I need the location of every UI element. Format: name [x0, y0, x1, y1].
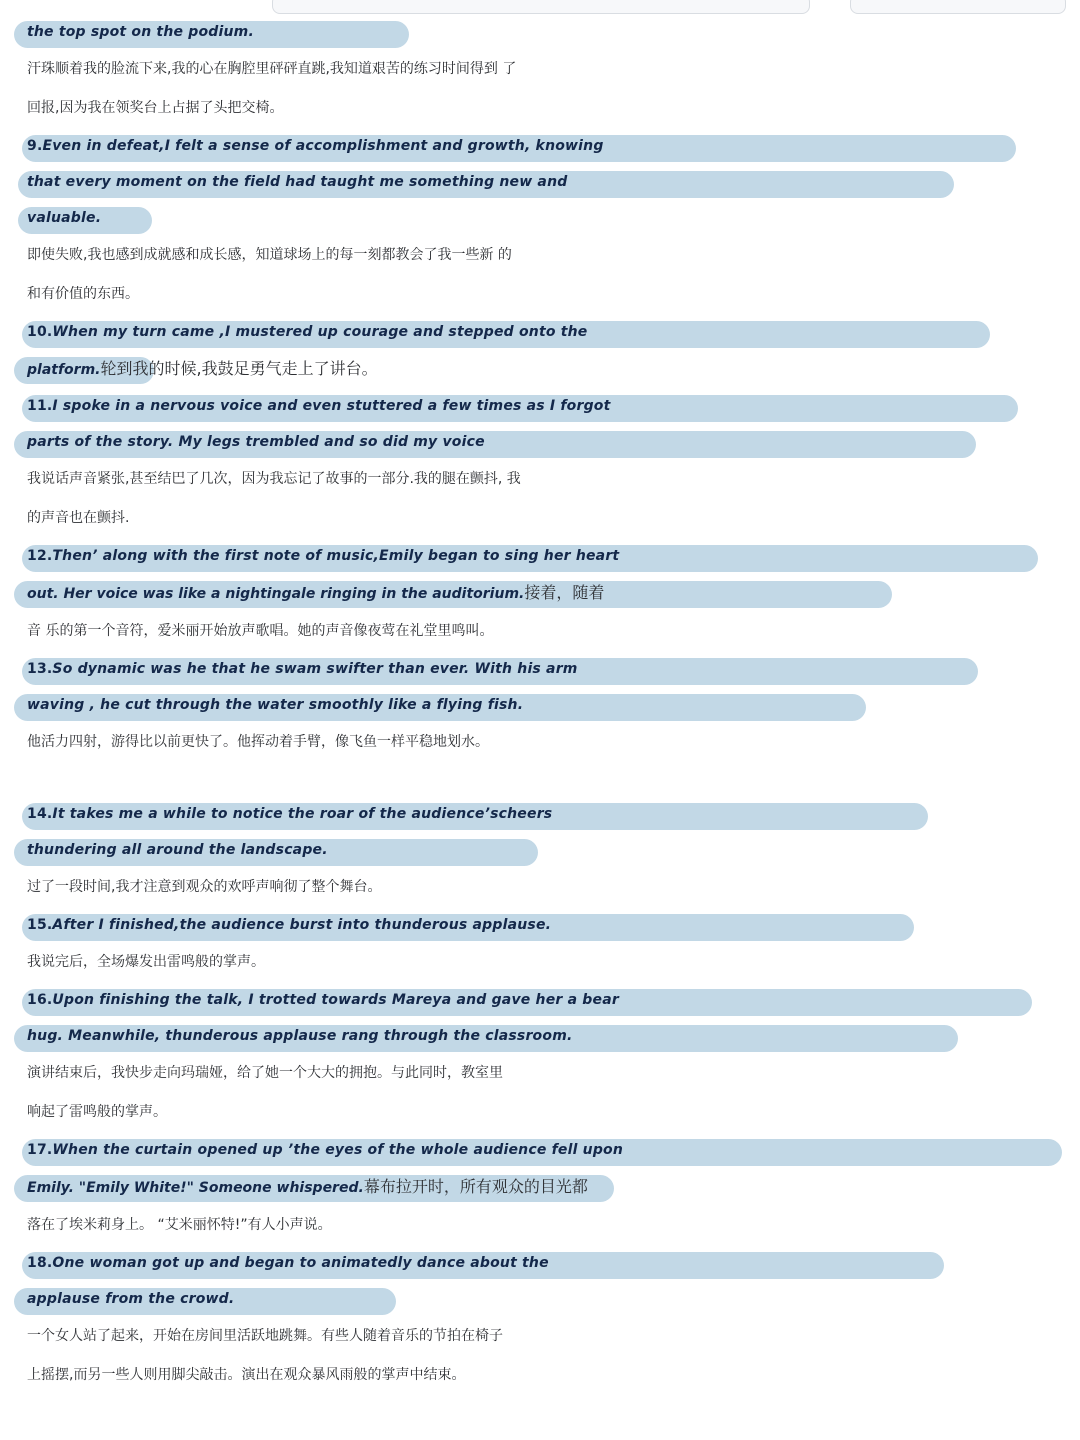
chinese-translation-line	[0, 499, 1080, 538]
chinese-translation-line	[0, 1206, 1080, 1245]
english-sentence-line	[0, 128, 1080, 164]
sentence-text: valuable.	[27, 210, 102, 226]
english-text	[27, 138, 604, 154]
english-text	[27, 1180, 364, 1196]
english-sentence-line	[0, 1132, 1080, 1168]
english-text	[27, 697, 523, 713]
sentence-text: thundering all around the landscape.	[27, 842, 328, 858]
chinese-translation-line	[0, 1093, 1080, 1132]
chinese-translation-line	[0, 50, 1080, 89]
english-line-with-translation	[0, 574, 1080, 612]
chinese-text: 即使失败,我也感到成就感和成长感，知道球场上的每一刻都教会了我一些新 的	[27, 247, 512, 263]
chinese-translation-line	[0, 236, 1080, 275]
sentence-text: parts of the story. My legs trembled and so did my voice	[27, 434, 485, 450]
english-text	[27, 434, 485, 450]
english-text	[27, 174, 567, 190]
sentence-number: 11.	[27, 398, 53, 414]
english-text	[27, 210, 101, 226]
english-text	[27, 1142, 623, 1158]
chinese-translation-line	[0, 943, 1080, 982]
english-text	[27, 661, 578, 677]
sentence-text: out. Her voice was like a nightingale ringing in the auditorium.	[27, 586, 525, 602]
english-text	[27, 398, 611, 414]
chinese-text: 的声音也在颤抖.	[27, 510, 130, 526]
sentence-text: hug. Meanwhile, thunderous applause rang through the classroom.	[27, 1028, 573, 1044]
sentence-number: 13.	[27, 661, 53, 677]
english-text	[27, 24, 254, 40]
chinese-translation-line	[0, 1317, 1080, 1356]
paragraph-spacer	[0, 762, 1080, 796]
sentence-number: 10.	[27, 324, 53, 340]
chinese-text: 轮到我的时候,我鼓足勇气走上了讲台。	[100, 359, 378, 378]
chinese-text: 他活力四射，游得比以前更快了。他挥动着手臂，像飞鱼一样平稳地划水。	[27, 734, 489, 750]
english-text	[27, 1291, 234, 1307]
sentence-number: 9.	[27, 138, 43, 154]
english-text	[27, 324, 588, 340]
english-sentence-line	[0, 687, 1080, 723]
english-sentence-line	[0, 1245, 1080, 1281]
english-sentence-line	[0, 796, 1080, 832]
english-text	[27, 548, 619, 564]
sentence-text: I spoke in a nervous voice and even stuttered a few times as I forgot	[52, 398, 611, 414]
top-toolbar-edge	[0, 0, 1080, 14]
english-sentence-line	[0, 14, 1080, 50]
chinese-text: 响起了雷鸣般的掌声。	[27, 1104, 167, 1120]
chinese-translation-line	[0, 868, 1080, 907]
sentence-text: After I finished,the audience burst into thunderous applause.	[52, 917, 552, 933]
sentence-text: Upon finishing the talk, I trotted towards Mareya and gave her a bear	[52, 992, 619, 1008]
sentence-number: 17.	[27, 1142, 53, 1158]
english-text	[27, 992, 619, 1008]
chinese-translation-line	[0, 89, 1080, 128]
english-text	[27, 1028, 573, 1044]
chinese-translation-line	[0, 1356, 1080, 1395]
sentence-text: When the curtain opened up ’the eyes of the whole audience fell upon	[52, 1142, 624, 1158]
english-sentence-line	[0, 424, 1080, 460]
sentence-text: It takes me a while to notice the roar of the audience’scheers	[52, 806, 553, 822]
chinese-translation-line	[0, 723, 1080, 762]
english-line-with-translation	[0, 350, 1080, 388]
sentence-text: platform.	[27, 362, 101, 378]
sentence-text: So dynamic was he that he swam swifter than ever. With his arm	[52, 661, 578, 677]
chinese-text: 我说完后，全场爆发出雷鸣般的掌声。	[27, 954, 265, 970]
sentence-text: waving , he cut through the water smoothly like a flying fish.	[27, 697, 524, 713]
english-line-with-translation	[0, 1168, 1080, 1206]
chinese-translation-line	[0, 275, 1080, 314]
chinese-text: 我说话声音紧张,甚至结巴了几次，因为我忘记了故事的一部分.我的腿在颤抖, 我	[27, 471, 521, 487]
chinese-translation-line	[0, 612, 1080, 651]
toolbar-segment	[850, 0, 1066, 14]
sentence-text: One woman got up and began to animatedly dance about the	[52, 1255, 549, 1271]
chinese-translation-line	[0, 1054, 1080, 1093]
english-sentence-line	[0, 907, 1080, 943]
sentence-number: 18.	[27, 1255, 53, 1271]
english-sentence-line	[0, 1281, 1080, 1317]
toolbar-segment	[272, 0, 810, 14]
chinese-text: 上摇摆,而另一些人则用脚尖敲击。演出在观众暴风雨般的掌声中结束。	[27, 1367, 466, 1383]
chinese-text: 演讲结束后，我快步走向玛瑞娅，给了她一个大大的拥抱。与此同时，教室里	[27, 1065, 503, 1081]
sentence-number: 14.	[27, 806, 53, 822]
english-sentence-line	[0, 982, 1080, 1018]
sentence-number: 16.	[27, 992, 53, 1008]
english-sentence-line	[0, 200, 1080, 236]
chinese-translation-line	[0, 460, 1080, 499]
sentence-text: Even in defeat,I felt a sense of accomplishment and growth, knowing	[42, 138, 604, 154]
sentence-number: 15.	[27, 917, 53, 933]
english-sentence-line	[0, 314, 1080, 350]
english-sentence-line	[0, 538, 1080, 574]
chinese-text: 幕布拉开时，所有观众的目光都	[363, 1177, 588, 1196]
english-text	[27, 806, 552, 822]
english-sentence-line	[0, 832, 1080, 868]
english-text	[27, 1255, 549, 1271]
sentence-text: applause from the crowd.	[27, 1291, 235, 1307]
english-text	[27, 842, 328, 858]
english-sentence-line	[0, 164, 1080, 200]
chinese-text: 音 乐的第一个音符，爱米丽开始放声歌唱。她的声音像夜莺在礼堂里鸣叫。	[27, 623, 494, 639]
chinese-text: 回报,因为我在领奖台上占据了头把交椅。	[27, 100, 284, 116]
english-text	[27, 362, 100, 378]
sentence-number: 12.	[27, 548, 53, 564]
sentence-text: Then’ along with the first note of music,Emily began to sing her heart	[52, 548, 620, 564]
sentence-text: the top spot on the podium.	[27, 24, 254, 40]
document-body	[0, 14, 1080, 1395]
chinese-text: 汗珠顺着我的脸流下来,我的心在胸腔里砰砰直跳,我知道艰苦的练习时间得到 了	[27, 61, 517, 77]
english-sentence-line	[0, 1018, 1080, 1054]
sentence-text: When my turn came ,I mustered up courage and stepped onto the	[52, 324, 588, 340]
chinese-text: 和有价值的东西。	[27, 286, 139, 302]
chinese-text: 过了一段时间,我才注意到观众的欢呼声响彻了整个舞台。	[27, 879, 382, 895]
chinese-text: 接着，随着	[524, 583, 605, 602]
chinese-text: 落在了埃米莉身上。 “艾米丽怀特!”有人小声说。	[27, 1217, 332, 1233]
english-text	[27, 586, 524, 602]
chinese-text: 一个女人站了起来，开始在房间里活跃地跳舞。有些人随着音乐的节拍在椅子	[27, 1328, 503, 1344]
english-sentence-line	[0, 388, 1080, 424]
sentence-text: Emily. "Emily White!" Someone whispered.	[27, 1180, 364, 1196]
sentence-text: that every moment on the field had taught me something new and	[27, 174, 568, 190]
english-sentence-line	[0, 651, 1080, 687]
english-text	[27, 917, 551, 933]
